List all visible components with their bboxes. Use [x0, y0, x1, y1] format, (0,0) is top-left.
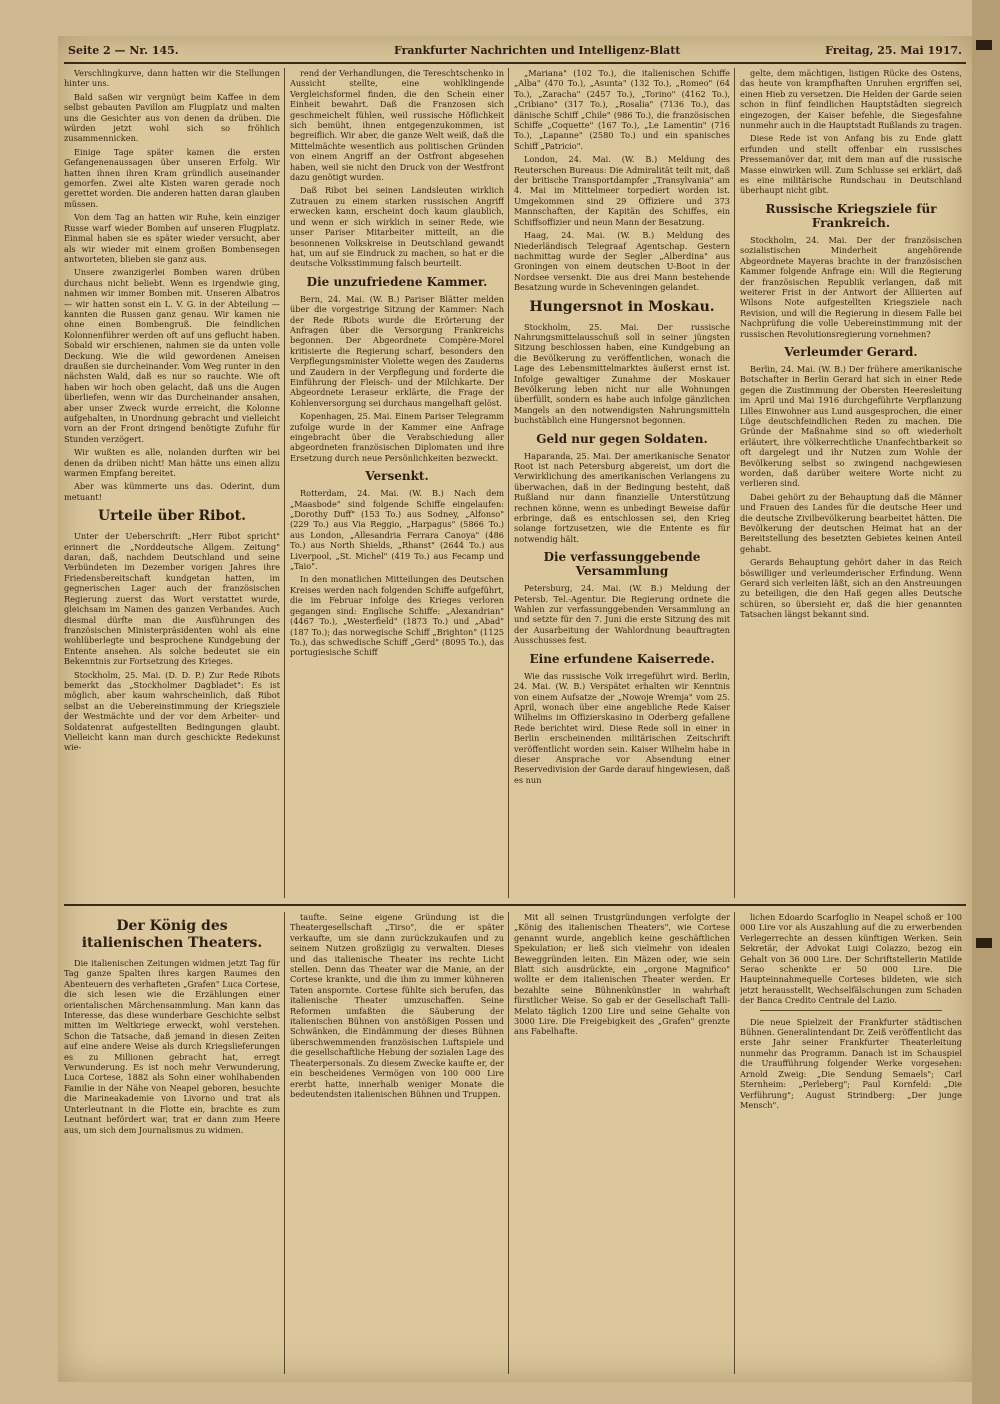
short-rule [760, 1010, 942, 1011]
article-paragraph: Stockholm, 25. Mai. Der russische Nahrungsmittelausschuß soll in seiner jüngsten Sitzung beschlossen haben, eine Kundgebung an die Bevölkerung zu veröffentlichen, wonach die Lage des Lebensmittelmarktes äußerst ernst ist. Infolge gewaltiger Zunahme der Moskauer Bevölkerung leben nicht nur alle Wohnungen überfüllt, sondern es habe auch infolge gänzlichen Mangels an den notwendigsten Nahrungsmitteln buchstäblich eine Hungersnot begonnen. [514, 321, 730, 426]
article-paragraph: Bald saßen wir vergnügt beim Kaffee in dem selbst gebauten Pavillon am Flugplatz und malten uns die Gesichter aus von denen da drüben. Die würden jetzt wohl sich so fröhlich zusammennicken. [64, 91, 280, 144]
article-paragraph: Haag, 24. Mai. (W. B.) Meldung des Niederländisch Telegraaf Agentschap. Gestern nachmittag wurde der Segler „Alberdina" aus Groningen von einem deutschen U-Boot in der Nordsee versenkt. Die aus drei Mann bestehende Besatzung wurde in Scheveningen gelandet. [514, 230, 730, 293]
headline-versenkt: Versenkt. [365, 469, 429, 484]
article-paragraph: Wie das russische Volk irregeführt wird. Berlin, 24. Mai. (W. B.) Verspätet erhalten wir Kenntnis von einem Aufsatze der „Nowoje Wremja" vom 25. April, wonach über eine angebliche Rede Kaiser Wilhelms im Offizierskasino in Oderberg gefallene Rede berichtet wird. Diese Rede soll in einer in Berlin erscheinenden militärischen Zeitschrift veröffentlicht worden sein. Kaiser Wilhelm habe in dieser Ansprache vor Absendung einer Reservedivision der Garde darauf hingewiesen, daß es nun [514, 670, 730, 785]
headline-koenig: Der König des italienischen Theaters. [81, 918, 263, 951]
headline-hungersnot: Hungersnot in Moskau. [529, 298, 715, 315]
article-paragraph: Die neue Spielzeit der Frankfurter städtischen Bühnen. Generalintendant Dr. Zeiß veröffentlicht das erste Jahr seiner Frankfurter Theaterleitung nunmehr das Programm. Danach ist im Schauspiel die Uraufführung folgender Werke vorgesehen: Arnold Zweig: „Die Sendung Semaels"; Carl Sternheim: „Perleberg"; Paul Kornfeld: „Die Verführung"; August Strindberg: „Der junge Mensch". [740, 1016, 962, 1110]
headline-versammlung: Die verfassunggebende Versammlung [543, 550, 701, 579]
article-paragraph: London, 24. Mai. (W. B.) Meldung des Reuterschen Bureaus: Die Admiralität teilt mit, daß der britische Transportdampfer „Transylvania" am 4. Mai im Mittelmeer torpediert worden ist. Umgekommen sind 29 Offiziere und 373 Mannschaften, der Kapitän des Schiffes, ein Schiffsoffizier und neun Mann der Besatzung. [514, 154, 730, 227]
article-paragraph: Von dem Tag an hatten wir Ruhe, kein einziger Russe warf wieder Bomben auf unseren Flugplatz. Einmal haben sie es später wieder versucht, aber als wir wieder mit einem großen Bombensegen antworteten, blieben sie ganz aus. [64, 212, 280, 264]
article-paragraph: Diese Rede ist von Anfang bis zu Ende glatt erfunden und stellt offenbar ein russisches Pressemanöver dar, mit dem man auf die russische Masse einwirken will. Zum Schlusse sei erklärt, daß es eine militärische Rundschau in Deutschland überhaupt nicht gibt. [740, 133, 962, 196]
column-1 [64, 68, 280, 898]
article-paragraph: Unter der Ueberschrift: „Herr Ribot spricht" erinnert die „Norddeutsche Allgem. Zeitung" daran, daß, nachdem Deutschland und seine Verbündeten im Dezember vorigen Jahres ihre Friedensbereitschaft kundgetan hatten, im gegnerischen Lager auch der französischen Regierung zuerst das Wort verstattet wurde, gleichsam im Namen des ganzen Verbandes. Auch diesmal dürfte man die Ausführungen des französischen Ministerpräsidenten wohl als eine wohlüberlegte und besprochene Kundgebung der Entente ansehen. Als solche bedeutet sie ein Bekenntnis zur Fortsetzung des Krieges. [64, 531, 280, 667]
lower-column-1 [64, 912, 280, 1374]
column-rule [284, 68, 285, 898]
column-rule [734, 68, 735, 898]
article-paragraph: Bern, 24. Mai. (W. B.) Pariser Blätter melden über die vorgestrige Sitzung der Kammer: Nach der Rede Ribots wurde die Erörterung der Anfragen über die Versorgung Frankreichs begonnen. Der Abgeordnete Compère-Morel kritisierte die Regierung scharf, besonders den Verpflegungsminister Violette wegen des Zauderns und Zaudern in der Verpflegung und forderte die Einführung der Fleisch- und der Milchkarte. Der Abgeordnete Leraseur erklärte, die Frage der Kohlenversorgung sei durchaus mangelhaft gelöst. [290, 293, 504, 408]
edge-mark [976, 40, 992, 50]
article-paragraph: lichen Edoardo Scarfoglio in Neapel schoß er 100 000 Lire vor als Auszahlung auf die zu erwerbenden Verlegerrechte an dessen künftigen Werken. Sein Sekretär, der Advokat Luigi Colazzo, bezog ein Gehalt von 36 000 Lire. Der Schriftstellerin Matilde Serao schenkte er 50 000 Lire. Die Haupteinnahmequelle Corteses bildeten, wie sich jetzt herausstellt, Wechselfälschungen zum Schaden der Banca Credito Centrale del Lazio. [740, 912, 962, 1006]
article-paragraph: Wir wußten es alle, nolanden durften wir bei denen da drüben nicht! Man hätte uns einen allzu warmen Empfang bereitet. [64, 447, 280, 479]
headline-kammer: Die unzufriedene Kammer. [306, 274, 488, 289]
newspaper-page [58, 36, 972, 1382]
article-paragraph: In den monatlichen Mitteilungen des Deutschen Kreises werden nach folgenden Schiffe aufgeführt, die im Februar infolge des Krieges verloren gegangen sind: Englische Schiffe: „Alexandrian" (4467 To.), „Westerfield" (1873 To.) und „Abad" (187 To.); das norwegische Schiff „Brighton" (1125 To.), das schwedische Schiff „Gerd" (8095 To.), das portugiesische Schiff [290, 574, 504, 658]
article-paragraph: Dabei gehört zu der Behauptung daß die Männer und Frauen des Landes für die deutsche Heer und die deutsche Zivilbevölkerung bearbeitet hätten. Die Bevölkerung der deutschen Heimat hat an der Bereitstellung des besetzten Gebietes keinen Anteil gehabt. [740, 491, 962, 554]
lower-column-2 [290, 912, 504, 1374]
lower-column-3 [514, 912, 730, 1374]
article-paragraph: Daß Ribot bei seinen Landsleuten wirklich Zutrauen zu einem starken russischen Angriff erwecken kann, erscheint doch kaum glaublich, und wenn er sich wirklich in seiner Rede, wie unser Pariser Mitarbeiter mitteilt, an die besonnenen Volkskreise in Deutschland gewandt hat, um auf sie Eindruck zu machen, so hat er die deutsche Volksstimmung falsch beurteilt. [290, 185, 504, 269]
header-date: Freitag, 25. Mai 1917. [825, 44, 962, 57]
section-divider [64, 904, 966, 906]
headline-kaiserrede: Eine erfundene Kaiserrede. [529, 651, 715, 666]
article-paragraph: Stockholm, 25. Mai. (D. D. P.) Zur Rede Ribots bemerkt das „Stockholmer Dagbladet": Es ist möglich, aber kaum wahrscheinlich, daß Ribot selbst an die Uebereinstimmung der Kriegsziele der Westmächte und der vor dem Arbeiter- und Soldatenrat aufgestellten Bedingungen glaubt. Vielleicht kann man durch geschickte Redekunst wie- [64, 669, 280, 753]
article-paragraph: Stockholm, 24. Mai. Der der französischen sozialistischen Minderheit angehörende Abgeordnete Mayeras brachte in der französischen Kammer folgende Anfrage ein: Will die Regierung der französischen Republik verlangen, daß mit weiterer Frist in der Antwort der Alliierten auf Wilsons Note aufgestellten Kriegsziele nach Revision, und will die Regierung in diesem Falle bei Nachprüfung die volle Uebereinstimmung mit der russischen Revolutionsregierung vornehmen? [740, 234, 962, 339]
column-rule [508, 912, 509, 1374]
headline-gerard: Verleumder Gerard. [784, 344, 918, 359]
article-paragraph: „Mariana" (102 To.), die italienischen Schiffe „Alba" (470 To.), „Asunta" (132 To.), „Romeo" (64 To.), „Zaracha" (2457 To.), „Torino" (4162 To.), „Cribiano" (317 To.), „Rosalia" (7136 To.), das dänische Schiff „Chile" (986 To.), die französischen Schiffe „Coquette" (167 To.), „Le Lamentin" (716 To.), „Lapanne" (2580 To.) und ein spanisches Schiff „Patricio". [514, 68, 730, 151]
page-header [64, 42, 966, 64]
article-paragraph: Kopenhagen, 25. Mai. Einem Pariser Telegramm zufolge wurde in der Kammer eine Anfrage eingebracht über die Verabschiedung aller abgeordneten französischen Diplomaten und ihre Ersetzung durch neue Persönlichkeiten bezweckt. [290, 411, 504, 463]
header-page-number: Seite 2 — Nr. 145. [68, 44, 179, 57]
column-3 [514, 68, 730, 898]
header-masthead: Frankfurter Nachrichten und Intelligenz-Blatt [394, 44, 681, 57]
article-paragraph: Die italienischen Zeitungen widmen jetzt Tag für Tag ganze Spalten ihres kargen Raumes den Abenteuern des verhafteten „Grafen" Luca Cortese, die sich lesen wie die Erzählungen einer orientalischen Märchensammlung. Man kann das Interesse, das diese wunderbare Geschichte selbst mitten im Weltkriege erweckt, wohl verstehen. Schon die Tatsache, daß jemand in diesen Zeiten auf eine andere Weise als durch Kriegslieferungen es zu Millionen gebracht hat, erregt Verwunderung. Es ist noch mehr Verwunderung, Luca Cortese, 1882 als Sohn einer wohlhabenden Familie in der Nähe von Neapel geboren, besuchte die Marineakademie von Livorno und trat als Unterleutnant in die Flotte ein, brachte es zum Leutnant befördert war, trat er dann zum Heere aus, um sich dem Journalismus zu widmen. [64, 958, 280, 1135]
headline-kriegsziele: Russische Kriegsziele für Frankreich. [765, 201, 937, 230]
edge-mark [976, 938, 992, 948]
headline-geld: Geld nur gegen Soldaten. [536, 431, 708, 446]
column-4 [740, 68, 962, 898]
article-paragraph: Berlin, 24. Mai. (W. B.) Der frühere amerikanische Botschafter in Berlin Gerard hat sich in einer Rede gegen die Zustimmung der Obersten Heeresleitung im April und Mai 1916 durchgeführte Verpflanzung Lilles Einwohner aus Lund ausgesprochen, die einer Lüge deutschfeindlichen Reden zu machen. Die Gründe der Maßnahme sind so oft wiederholt erläutert, ihre völkerrechtliche Unanfechtbarkeit so oft dargelegt und ihr Nutzen zum Wohle der Bevölkerung selbst so zwingend nachgewiesen worden, daß darüber weitere Worte nicht zu verlieren sind. [740, 363, 962, 489]
column-2 [290, 68, 504, 898]
column-rule [508, 68, 509, 898]
headline-ribot: Urteile über Ribot. [98, 508, 246, 525]
article-paragraph: Verschlingkurve, dann hatten wir die Stellungen hinter uns. [64, 68, 280, 89]
article-paragraph: Petersburg, 24. Mai. (W. B.) Meldung der Petersb. Tel.-Agentur. Die Regierung ordnete die Wahlen zur verfassunggebenden Versammlung an und setzte für den 7. Juni die erste Sitzung des mit der Ausarbeitung der Wahlordnung beauftragten Ausschusses fest. [514, 583, 730, 646]
article-paragraph: rend der Verhandlungen, die Tereschtschenko in Aussicht stellte, eine wohlklingende Vergleichsformel finden, die den Schein einer Einheit bewahrt. Daß die Franzosen sich geschmeichelt fühlen, weil russische Höflichkeit sich bemüht, ihnen entgegenzukommen, ist begreiflich. Wir aber, die ganze Welt weiß, daß die Mittelmächte wesentlich aus politischen Gründen von einem Angriff an der Ostfront abgesehen haben, weil sie nicht den Druck von der Westfront dazu genötigt wurden. [290, 68, 504, 183]
column-rule [284, 912, 285, 1374]
column-rule [734, 912, 735, 1374]
article-paragraph: Gerards Behauptung gehört daher in das Reich böswilliger und verleumderischer Erfindung. Wenn Gerard sich verleiten läßt, sich an den Anstreuungen zu beteiligen, die den Haß gegen alles Deutsche schüren, so übersieht er, daß die hier genannten Tatsachen längst bekannt sind. [740, 557, 962, 620]
article-paragraph: Einige Tage später kamen die ersten Gefangenenaussagen über unseren Erfolg. Wir hatten ihnen ihren Kram gründlich auseinander gemorfen. Zwei alte Kisten waren gerade noch gerettet worden. Die anderen hatten daran glauben müssen. [64, 146, 280, 209]
page-edge-strip [972, 0, 1000, 1404]
article-paragraph: taufte. Seine eigene Gründung ist die Theatergesellschaft „Tirso", die er später verkaufte, um sie dann zurückzukaufen und zu seinem Nutzen großzügig zu verwalten. Dieses und das italienische Theater ins rechte Licht stellen. Denn das Theater war die Manie, an der Cortese krankte, und die ihm zu immer kühneren Taten anspornte. Cortese fühlte sich berufen, das italienische Theater umzuschaffen. Seine Reformen umfaßten die Säuberung der italienischen Bühnen von anstößigen Possen und Schwänken, die Eindämmung der dieses Bühnen überschwemmenden französischen Luftspiele und die gesellschaftliche Hebung der sozialen Lage des Theaterpersonals. Zu diesem Zwecke kaufte er, der ein bescheidenes Vermögen von 100 000 Lire ererbt hatte, innerhalb weniger Monate die bedeutendsten italienischen Bühnen und Truppen. [290, 912, 504, 1099]
article-paragraph: Rotterdam, 24. Mai. (W. B.) Nach dem „Maasbode" sind folgende Schiffe eingelaufen: „Dorothy Duff" (153 To.) aus Sodney, „Alfonso" (229 To.) aus Via Reggio, „Harpagus" (5866 To.) aus London, „Allesandria Ferrara Canoya" (486 To.) aus North Shields, „Rhanst" (2644 To.) aus Liverpool, „St. Michel" (419 To.) aus Fecamp und „Taio". [290, 488, 504, 572]
article-paragraph: Haparanda, 25. Mai. Der amerikanische Senator Root ist nach Petersburg abgereist, um dort die Verwirklichung des amerikanischen Verlangens zu überwachen, daß in der Bedingung besteht, daß Rußland nur dann finanzielle Unterstützung rechnen könne, wenn es unbedingt Beweise dafür erbringe, daß es entschlossen sei, den Krieg solange fortzusetzen, wie die Entente es für notwendig hält. [514, 450, 730, 544]
article-paragraph: Unsere zwanzigerlei Bomben waren drüben durchaus nicht beliebt. Wenn es irgendwie ging, nahmen wir immer Bomben mit. Unseren Albatros — wir hatten sonst ein L. V. G. in der Abteilung — kannten die Russen ganz genau. Wir kamen nie ohne einen Bombengruß. Die feindlichen Kolonnenführer werden oft auf uns geflucht haben. Sobald wir erschienen, nahmen sie da unten volle Deckung. Wie die wild gewordenen Ameisen draußen sie durcheinander. Vom Weg runter in den nächsten Wald, daß es nur so rauchte. Wie oft haben wir hoch oben gelacht, daß uns die Augen überliefen, wenn wir das Durcheinander ansahen, aber unser Zweck wurde erreicht, die Kolonne aufgehalten, in Unordnung gebracht und vielleicht vorn an der Front dringend benötigte Zufuhr für Stunden verzögert. [64, 267, 280, 444]
article-paragraph: gelte, dem mächtigen, listigen Rücke des Ostens, das heute von krampfhaften Unruhen ergriffen sei, einen Hieb zu versetzen. Die Helden der Garde seien schon in fünf feindlichen Hauptstädten siegreich eingezogen, der Kaiser befehle, die Siegesfahne nunmehr auch in die Hauptstadt Rußlands zu tragen. [740, 68, 962, 131]
lower-column-4 [740, 912, 962, 1374]
article-paragraph: Mit all seinen Trustgründungen verfolgte der „König des italienischen Theaters", wie Cortese genannt wurde, angeblich keine geschäftlichen Spekulation; er ließ sich vielmehr von idealen Beweggründen leiten. Ein Mäzen oder, wie sein Blatt sich ausdrückte, ein „orgone Magnifico" wollte er dem italienischen Theater werden. Er bezahlte seine Bühnenkünstler in wahrhaft fürstlicher Weise. So gab er der Gesellschaft Talli-Melato täglich 1200 Lire und seine Gehalte von 3000 Lire. Die Freigebigkeit des „Grafen" grenzte ans Fabelhafte. [514, 912, 730, 1037]
article-paragraph: Aber was kümmerte uns das. Oderint, dum metuant! [64, 481, 280, 502]
